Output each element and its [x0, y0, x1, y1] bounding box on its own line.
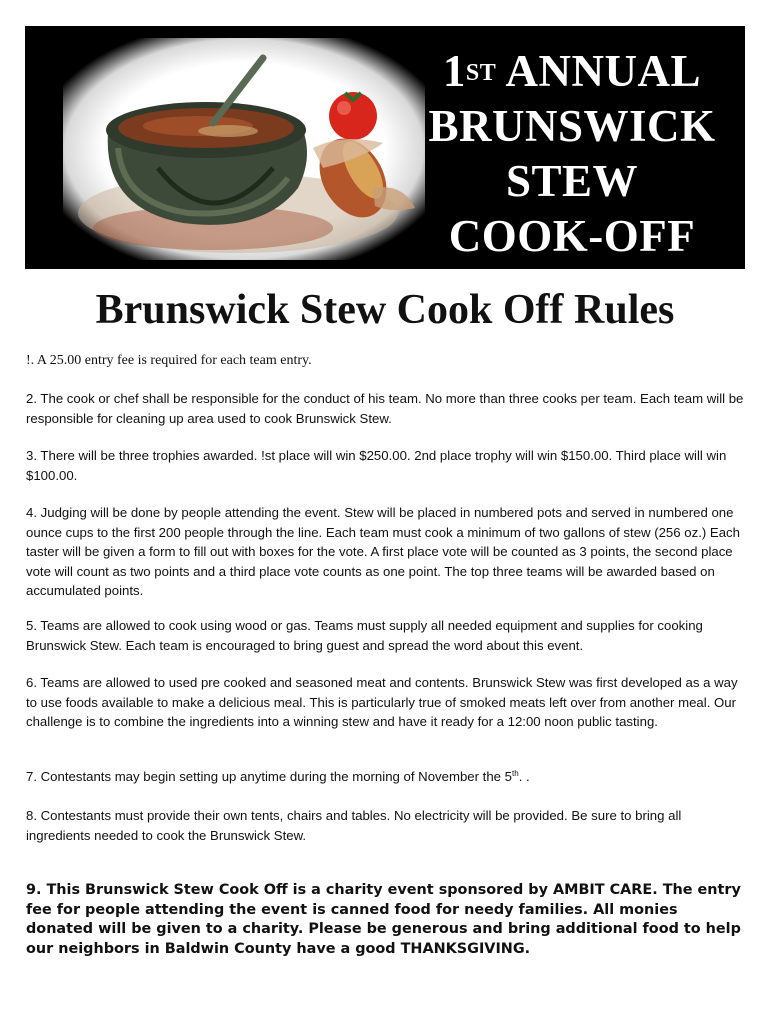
rule-5: 5. Teams are allowed to cook using wood or gas. Teams must supply all needed equipment and supplies for cooking Brunswick Stew. Each team is encouraged to bring guest and spread the word about this event. — [26, 618, 703, 653]
banner-title-line-2: BRUNSWICK — [428, 101, 716, 151]
stew-pot-image — [63, 38, 425, 260]
rule-2: 2. The cook or chef shall be responsible for the conduct of his team. No more than three cooks per team. Each team will be responsible for cleaning up area used to cook Brunswick Stew. — [26, 391, 744, 426]
rule-3: 3. There will be three trophies awarded. !st place will win $250.00. 2nd place trophy will win $150.00. Third place will win $100.00. — [26, 448, 727, 483]
banner-title — [413, 44, 731, 264]
page-title: Brunswick Stew Cook Off Rules — [95, 287, 675, 333]
rule-6: 6. Teams are allowed to used pre cooked and seasoned meat and contents. Brunswick Stew was first developed as a way to use foods available to make a delicious meal. This is particularly true of smoked meats left over from another meal. Our challenge is to combine the ingredients into a winning stew and have it ready for a 12:00 noon public tasting. — [26, 675, 738, 729]
rule-7: 7. Contestants may begin setting up anytime during the morning of November the 5th. . — [26, 769, 530, 784]
rule-1: !. A 25.00 entry fee is required for each team entry. — [26, 353, 312, 368]
banner-title-line-4: COOK-OFF — [448, 211, 696, 261]
rule-8: 8. Contestants must provide their own tents, chairs and tables. No electricity will be provided. Be sure to bring all ingredients needed to cook the Brunswick Stew. — [26, 808, 682, 843]
rule-4: 4. Judging will be done by people attending the event. Stew will be placed in numbered pots and served in numbered one ounce cups to the first 200 people through the line. Each team must cook a minimum of two gallons of stew (256 oz.) Each taster will be given a form to fill out with boxes for the vote. A first place vote will be counted as 3 points, the second place vote will count as two points and a third place vote counts as one point. The top three teams will be awarded based on accumulated points. — [26, 505, 740, 598]
rule-9: 9. This Brunswick Stew Cook Off is a charity event sponsored by AMBIT CARE. The entry fee for people attending the event is canned food for needy families. All monies donated will be given to a charity. Please be generous and bring additional food to help our neighbors in Baldwin County have a good THANKSGIVING. — [26, 882, 741, 957]
banner-title-line-1: 1ST ANNUAL — [442, 46, 702, 96]
banner — [25, 26, 745, 269]
banner-title-line-3: STEW — [505, 156, 639, 206]
stew-pot-icon — [63, 38, 425, 260]
